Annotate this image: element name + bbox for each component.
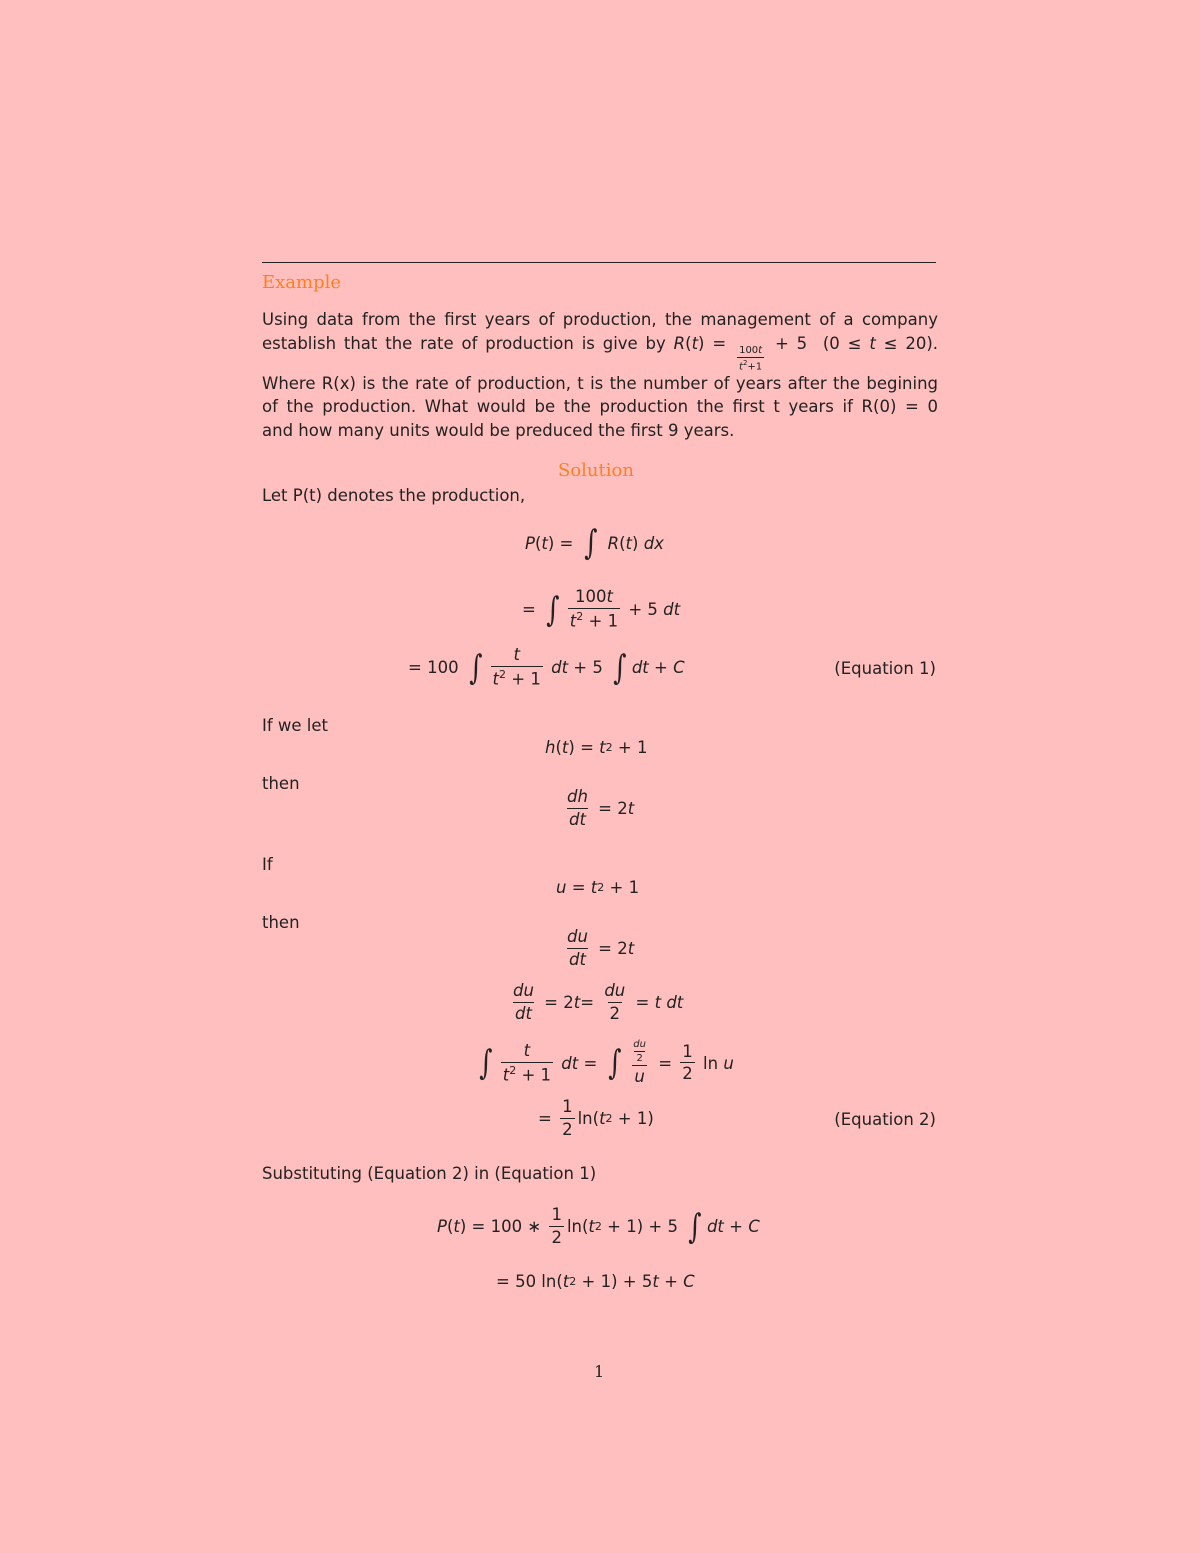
fraction: $\frac{1}{2}$ (682, 1041, 693, 1084)
equation-u-def: u = t 2 + 1 (556, 878, 640, 897)
intro-text: Let P(t) denotes the production, (262, 486, 526, 505)
problem-line-3: Where R(x) is the rate of production, t is the number of years after the begining (262, 373, 938, 393)
then-text-1: then (262, 774, 300, 793)
problem-line-4: of the production. What would be the production the first t years if R(0) = 0 (262, 397, 938, 417)
integral-sign: ∫ (607, 1043, 622, 1084)
equation-substitution: ∫ $\frac{t}{t^2 + 1}$ dt = ∫ $\frac{\frac{du}{2}}{u}$ = $\frac{1}{2}$ ln u (479, 1039, 734, 1086)
equation-expanded: = ∫ $\frac{100t}{t^2 + 1}$ + 5 dt (522, 587, 681, 631)
integral-sign: ∫ (479, 1043, 493, 1084)
integral-sign: ∫ (613, 647, 627, 688)
integral-sign: ∫ (688, 1206, 702, 1247)
equation-p-combined: P ( t ) = 100 ∗ $\frac{1}{2}$ ln( t 2 + 1) + 5 ∫ dt + C (437, 1205, 760, 1247)
integral-sign: ∫ (546, 589, 560, 630)
fraction: $\frac{\frac{du}{2}}{u}$ (633, 1039, 646, 1086)
fraction: $\frac{du}{dt}$ (567, 927, 588, 969)
equation-p-final: = 50 ln( t 2 + 1) + 5 t + C (496, 1272, 695, 1291)
fraction: $\frac{1}{2}$ (551, 1205, 562, 1247)
top-rule (262, 262, 936, 263)
fraction: $\frac{du}{dt}$ (513, 981, 534, 1023)
problem-line-1: Using data from the first years of production, the management of a company (262, 310, 938, 329)
then-text-2: then (262, 913, 300, 932)
solution-heading: Solution (558, 460, 634, 481)
fraction: $\frac{1}{2}$ (562, 1097, 573, 1139)
if-we-let-text: If we let (262, 716, 329, 735)
equation-dh-dt: $\frac{dh}{dt}$ = 2 t (567, 787, 635, 829)
example-heading: Example (262, 272, 342, 293)
integral-sign: ∫ (583, 523, 598, 563)
problem-line-2: establish that the rate of production is give by R(t) = $\frac{100t}{t^2+1}$ + 5 (0 ≤ t ≤ 20). (262, 333, 939, 372)
page-number: 1 (594, 1362, 605, 1381)
equation-integral-rate: P ( t ) = ∫ R ( t ) dx (525, 523, 664, 563)
fraction: $\frac{du}{2}$ (604, 981, 626, 1023)
integral-sign: ∫ (469, 647, 483, 688)
fraction: $\frac{dh}{dt}$ (567, 787, 588, 829)
fraction: $\frac{100t}{t^2 + 1}$ (569, 587, 619, 631)
equation-2-label: (Equation 2) (834, 1110, 936, 1129)
rate-fraction: $\frac{100t}{t^2+1}$ (739, 344, 763, 372)
equation-du-dt: $\frac{du}{dt}$ = 2 t (567, 927, 635, 969)
fraction: $\frac{t}{t^2 + 1}$ (502, 1040, 552, 1085)
equation-result-2: = $\frac{1}{2}$ ln( t 2 + 1) (538, 1097, 654, 1139)
substituting-text: Substituting (Equation 2) in (Equation 1) (262, 1164, 597, 1183)
equation-1-label: (Equation 1) (834, 659, 936, 678)
problem-line-5: and how many units would be preduced the first 9 years. (262, 420, 735, 440)
equation-split: = 100 ∫ $\frac{t}{t^2 + 1}$ dt + 5 ∫ dt + C (408, 645, 685, 689)
if-text: If (262, 855, 273, 874)
equation-h-def: h ( t ) = t 2 + 1 (545, 738, 648, 757)
problem-statement (262, 308, 938, 442)
equation-du-rearranged: $\frac{du}{dt}$ = 2 t = $\frac{du}{2}$ = t dt (513, 981, 684, 1023)
fraction: $\frac{t}{t^2 + 1}$ (492, 645, 541, 689)
